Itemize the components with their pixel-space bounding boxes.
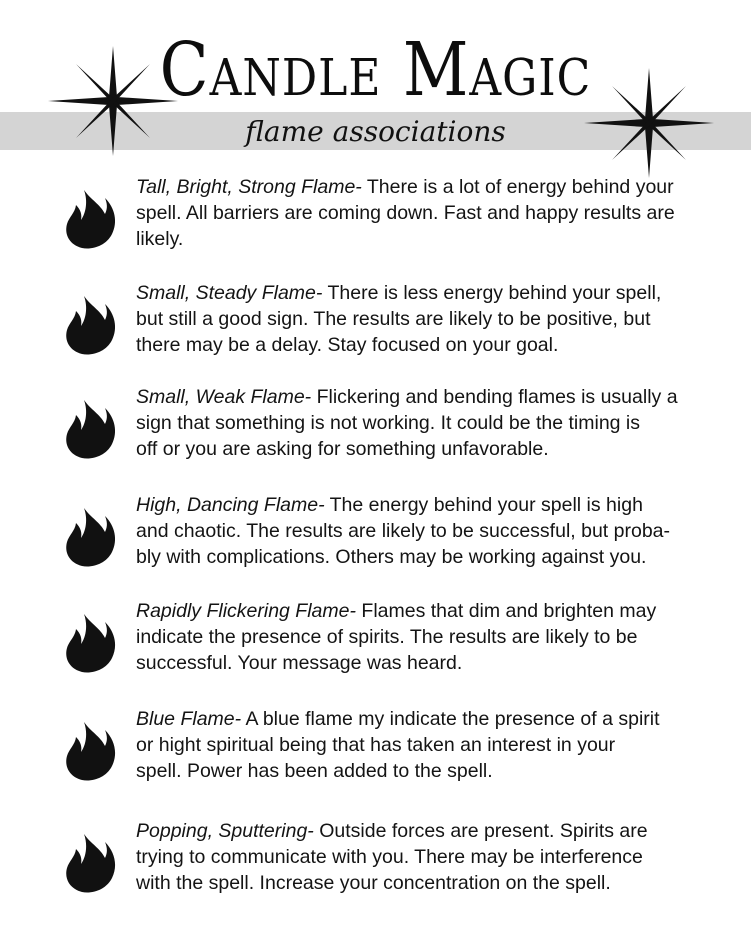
entry-text (136, 818, 701, 896)
entry-desc: A blue flame my indicate the presence of a spirit (241, 708, 660, 730)
entry-desc: The energy behind your spell is high (324, 494, 643, 516)
flame-icon (62, 188, 118, 250)
entry-line (136, 492, 701, 518)
flame-icon (62, 294, 118, 356)
entry-line: off or you are asking for something unfavorable. (136, 438, 549, 460)
list-item (0, 818, 751, 918)
entry-label: Rapidly Flickering Flame- (136, 600, 356, 622)
entry-line (136, 598, 701, 624)
entry-line: likely. (136, 228, 184, 250)
entry-label: High, Dancing Flame- (136, 494, 325, 516)
entry-line (136, 280, 701, 306)
page-subtitle: flame associations (245, 115, 506, 148)
entry-label: Popping, Sputtering- (136, 820, 314, 842)
title-initial-m: M (402, 28, 470, 114)
list-item (0, 492, 751, 592)
entry-line: there may be a delay. Stay focused on your goal. (136, 334, 559, 356)
entry-line: indicate the presence of spirits. The results are likely to be (136, 626, 638, 648)
entry-text (136, 384, 701, 462)
entry-line: spell. Power has been added to the spell. (136, 760, 493, 782)
entry-line: bly with complications. Others may be working against you. (136, 546, 647, 568)
entry-line: trying to communicate with you. There may be interference (136, 846, 643, 868)
entry-text (136, 492, 701, 570)
entry-label: Blue Flame- (136, 708, 242, 730)
entry-desc: Flickering and bending flames is usually a (311, 386, 678, 408)
entry-line: but still a good sign. The results are likely to be positive, but (136, 308, 651, 330)
list-item (0, 280, 751, 380)
entry-line (136, 706, 701, 732)
entry-line: and chaotic. The results are likely to be successful, but proba- (136, 520, 671, 542)
entry-text (136, 174, 701, 252)
list-item (0, 384, 751, 484)
entry-desc: There is a lot of energy behind your (361, 176, 674, 198)
list-item (0, 598, 751, 698)
list-item (0, 706, 751, 806)
title-word-candle: ANDLE (209, 49, 382, 108)
entry-label: Small, Weak Flame- (136, 386, 312, 408)
entry-line: spell. All barriers are coming down. Fast and happy results are (136, 202, 675, 224)
entry-line (136, 818, 701, 844)
title-initial-c: C (159, 28, 210, 114)
flame-icon (62, 506, 118, 568)
flame-icon (62, 832, 118, 894)
entry-line (136, 174, 701, 200)
entry-text (136, 280, 701, 358)
entry-line: successful. Your message was heard. (136, 652, 463, 674)
entry-text (136, 706, 701, 784)
entry-desc: Flames that dim and brighten may (355, 600, 657, 622)
flame-icon (62, 398, 118, 460)
entry-desc: Outside forces are present. Spirits are (313, 820, 648, 842)
entry-line: sign that something is not working. It could be the timing is (136, 412, 641, 434)
flame-icon (62, 720, 118, 782)
entry-line: with the spell. Increase your concentration on the spell. (136, 872, 611, 894)
entry-text (136, 598, 701, 676)
entry-label: Tall, Bright, Strong Flame- (136, 176, 362, 198)
title-word-magic: AGIC (469, 49, 592, 108)
flame-icon (62, 612, 118, 674)
entry-desc: There is less energy behind your spell, (322, 282, 662, 304)
entry-line (136, 384, 701, 410)
entry-label: Small, Steady Flame- (136, 282, 323, 304)
entry-line: or hight spiritual being that has taken an interest in your (136, 734, 616, 756)
list-item (0, 174, 751, 274)
